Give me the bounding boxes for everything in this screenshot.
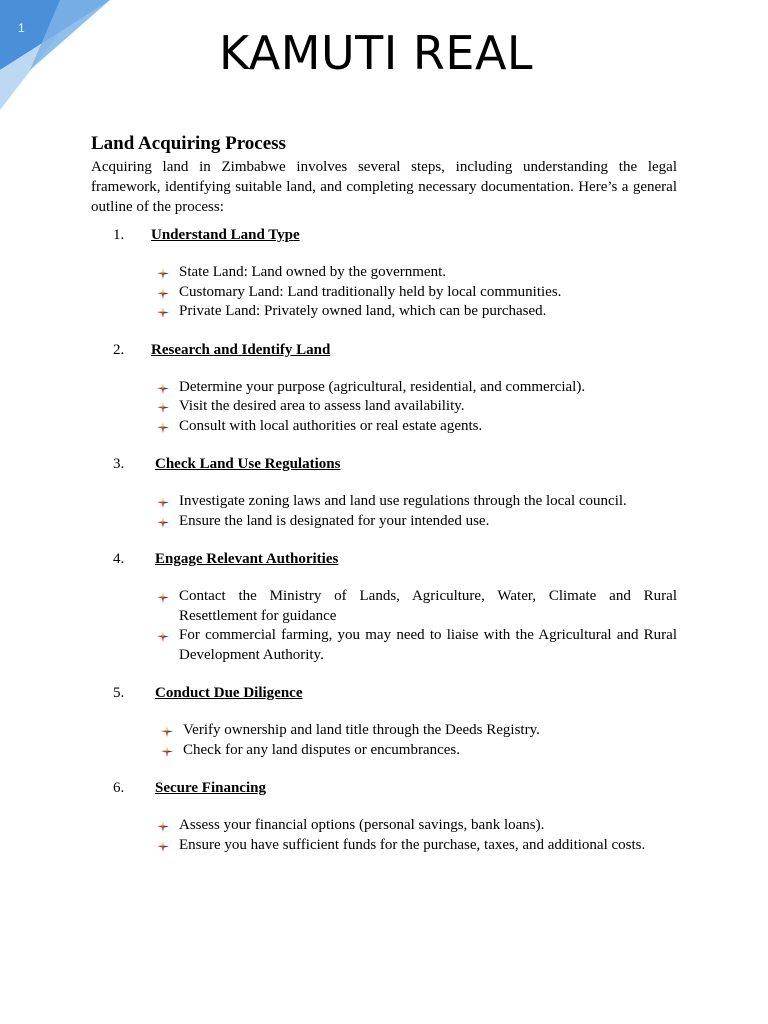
steps-list — [91, 225, 677, 855]
list-item — [91, 587, 677, 626]
bullet-list — [91, 378, 677, 437]
header-title: KAMUTI REAL — [218, 26, 534, 80]
step-number: 1. — [113, 227, 125, 243]
list-item — [91, 263, 677, 283]
page-number: 1 — [18, 21, 25, 35]
arrow-bullet-icon — [91, 741, 183, 761]
list-item — [91, 741, 677, 761]
arrow-bullet-icon — [91, 816, 179, 836]
arrow-bullet-icon — [91, 378, 179, 398]
list-item-text: Private Land: Privately owned land, which can be purchased. — [179, 303, 547, 319]
list-item — [91, 417, 677, 437]
list-item-text: Customary Land: Land traditionally held by local communities. — [179, 283, 562, 300]
list-item-text: State Land: Land owned by the government. — [179, 264, 447, 280]
step-header — [91, 340, 677, 360]
intro-paragraph: Acquiring land in Zimbabwe involves several steps, including understanding the legal framework, identifying suitable land, and completing necessary documentation. Here’s a general outline of the process: — [91, 159, 677, 215]
list-item-text: Investigate zoning laws and land use regulations through the local council. — [179, 493, 627, 509]
step-number: 6. — [113, 780, 125, 796]
list-item — [91, 626, 677, 665]
step-header — [91, 454, 677, 474]
list-item — [91, 816, 677, 836]
step-number: 3. — [113, 456, 125, 472]
step-2 — [91, 340, 677, 437]
list-item-text: Ensure you have sufficient funds for the purchase, taxes, and additional costs. — [179, 836, 646, 853]
step-header — [91, 549, 677, 569]
step-5 — [91, 683, 677, 760]
step-number: 4. — [113, 551, 125, 567]
list-item-text: Check for any land disputes or encumbrances. — [183, 741, 460, 758]
arrow-bullet-icon — [91, 492, 179, 512]
arrow-bullet-icon — [91, 397, 179, 417]
step-title: Secure Financing — [155, 780, 266, 796]
arrow-bullet-icon — [91, 283, 179, 303]
arrow-bullet-icon — [91, 626, 179, 665]
bullet-list — [91, 263, 677, 322]
list-item-text: Assess your financial options (personal savings, bank loans). — [179, 817, 545, 833]
list-item — [91, 302, 677, 322]
list-item-text: Visit the desired area to assess land availability. — [179, 398, 465, 414]
step-6 — [91, 778, 677, 855]
step-1 — [91, 225, 677, 322]
list-item — [91, 378, 677, 398]
list-item-text: Consult with local authorities or real estate agents. — [179, 417, 483, 434]
step-header — [91, 225, 677, 245]
list-item — [91, 492, 677, 512]
list-item-text: For commercial farming, you may need to liaise with the Agricultural and Rural Development Authority. — [179, 627, 677, 663]
list-item-text: Verify ownership and land title through the Deeds Registry. — [183, 722, 540, 738]
list-item-text: Determine your purpose (agricultural, residential, and commercial). — [179, 378, 586, 395]
arrow-bullet-icon — [91, 836, 179, 856]
list-item — [91, 397, 677, 417]
bullet-list — [91, 721, 677, 760]
arrow-bullet-icon — [91, 721, 183, 741]
arrow-bullet-icon — [91, 302, 179, 322]
step-number: 2. — [113, 341, 125, 358]
list-item-text: Contact the Ministry of Lands, Agriculture, Water, Climate and Rural Resettlement for guidance — [179, 588, 677, 624]
document-body — [91, 131, 677, 873]
arrow-bullet-icon — [91, 417, 179, 437]
arrow-bullet-icon — [91, 587, 179, 626]
step-number: 5. — [113, 685, 125, 701]
bullet-list — [91, 587, 677, 665]
bullet-list — [91, 492, 677, 531]
list-item — [91, 512, 677, 532]
arrow-bullet-icon — [91, 263, 179, 283]
step-4 — [91, 549, 677, 665]
step-title: Check Land Use Regulations — [155, 456, 341, 472]
step-header — [91, 778, 677, 798]
list-item — [91, 283, 677, 303]
step-title: Understand Land Type — [151, 227, 300, 243]
bullet-list — [91, 816, 677, 855]
step-title: Research and Identify Land — [151, 341, 331, 358]
section-heading: Land Acquiring Process — [91, 133, 286, 154]
step-title: Engage Relevant Authorities — [155, 551, 339, 567]
step-3 — [91, 454, 677, 531]
list-item — [91, 836, 677, 856]
arrow-bullet-icon — [91, 512, 179, 532]
list-item — [91, 721, 677, 741]
list-item-text: Ensure the land is designated for your intended use. — [179, 512, 490, 529]
step-header — [91, 683, 677, 703]
step-title: Conduct Due Diligence — [155, 685, 303, 701]
